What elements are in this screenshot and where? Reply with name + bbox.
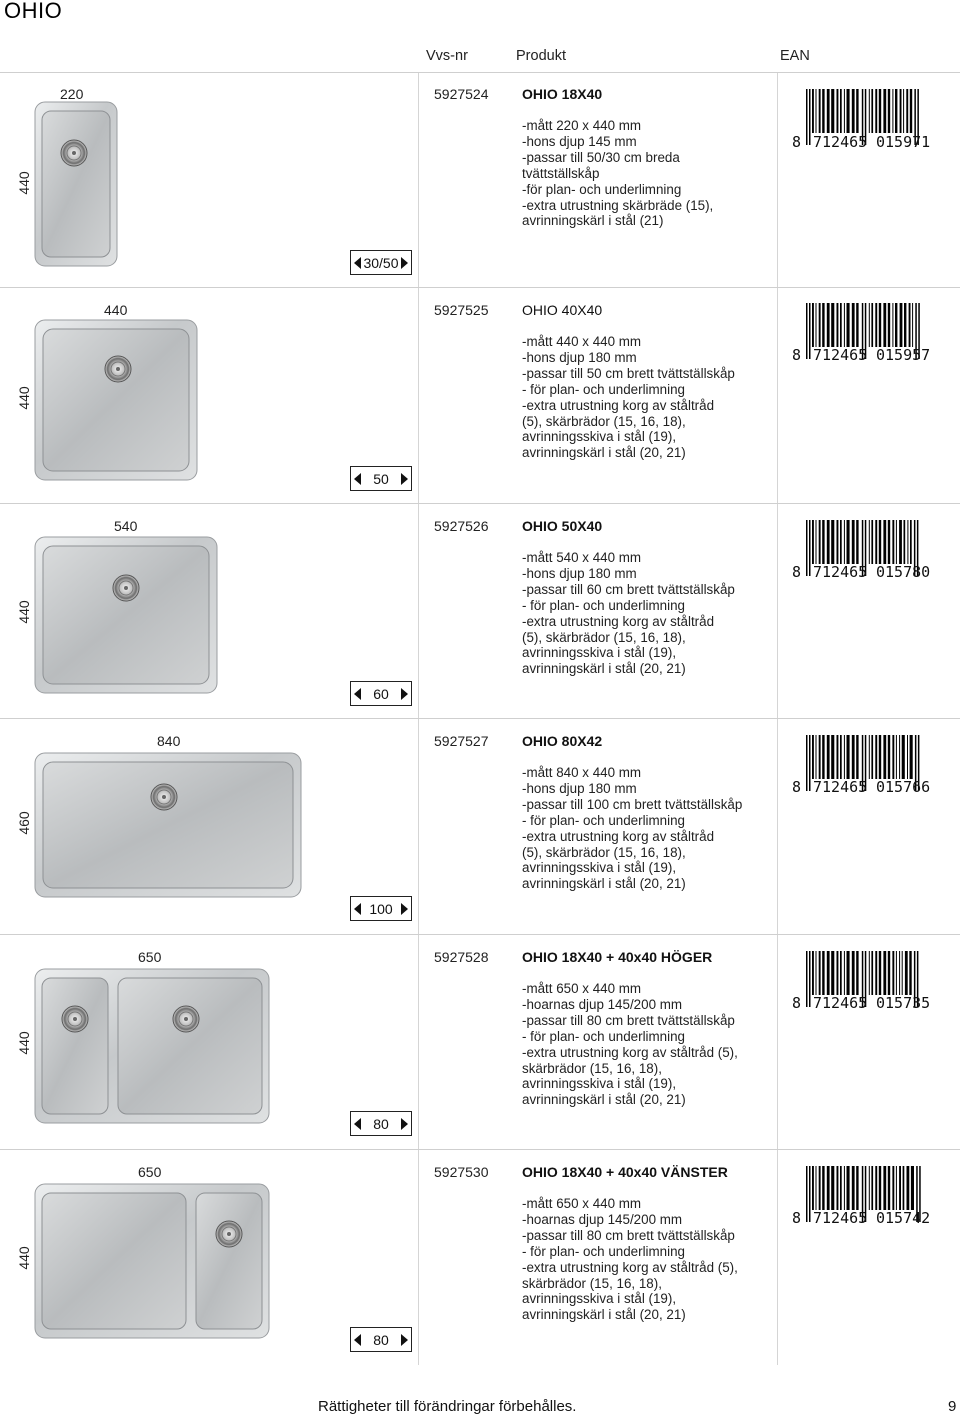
barcode-bar: [888, 89, 890, 133]
ean-left-group: 712465: [813, 1209, 868, 1227]
barcode-bar: [895, 303, 897, 347]
barcode-bar: [831, 735, 834, 779]
barcode-bar: [879, 303, 881, 347]
ean-right-group: 015971: [876, 133, 931, 151]
spec-line: -för plan- och underlimning: [522, 181, 682, 197]
sink-image: [34, 968, 270, 1124]
barcode-bar: [892, 735, 894, 779]
barcode-bar: [831, 89, 834, 133]
barcode-bar: [909, 951, 911, 995]
chevron-right-icon: [401, 688, 408, 700]
barcode-bar: [907, 1166, 910, 1210]
barcode-bar: [899, 1166, 901, 1210]
barcode-bar: [852, 735, 855, 779]
spec-line: -mått 220 x 440 mm: [522, 118, 642, 133]
spec-line: avrinningsskiva i stål (19),: [522, 1291, 677, 1307]
spec-line: -passar till 80 cm brett tvättställskåp: [522, 1012, 735, 1028]
barcode-bar: [896, 951, 897, 995]
chevron-right-icon: [401, 473, 408, 485]
barcode-bar: [812, 735, 814, 779]
product-row: [0, 934, 960, 1149]
barcode-bar: [819, 89, 821, 133]
vvs-number: 5927530: [434, 1164, 489, 1180]
width-label: 650: [138, 1164, 162, 1180]
ean-first-digit: 8: [792, 133, 802, 151]
barcode-bar: [892, 303, 893, 347]
barcode-guard-bar: [806, 951, 808, 1007]
spec-line: -extra utrustning korg av ståltråd: [522, 397, 715, 413]
chevron-left-icon: [354, 1334, 361, 1346]
cabinet-width-badge: [350, 1327, 412, 1352]
barcode-bar: [883, 303, 886, 347]
barcode-bar: [847, 951, 850, 995]
barcode-bar: [831, 520, 834, 564]
cabinet-width: 50: [373, 470, 389, 487]
product-row: [0, 718, 960, 934]
spec-line: skärbrädor (15, 16, 18),: [522, 1275, 662, 1291]
barcode-bar: [888, 1166, 890, 1210]
barcode-bar: [892, 89, 893, 133]
spec-line: -hoarnas djup 145/200 mm: [522, 996, 683, 1012]
spec-line: -hons djup 180 mm: [522, 565, 637, 581]
ean-right-group: 015742: [876, 1209, 931, 1227]
spec-line: avrinningskärl i stål (20, 21): [522, 1092, 686, 1108]
spec-line: -hons djup 145 mm: [522, 133, 637, 149]
barcode-bar: [847, 520, 850, 564]
spec-line: - för plan- och underlimning: [522, 597, 686, 613]
barcode-bar: [816, 303, 817, 347]
product-name: OHIO 18X40 + 40x40 VÄNSTER: [522, 1164, 728, 1180]
barcode-bar: [844, 1166, 845, 1210]
spec-line: avrinningskärl i stål (20, 21): [522, 876, 686, 892]
product-name: OHIO 50X40: [522, 518, 603, 534]
spec-line: skärbrädor (15, 16, 18),: [522, 1060, 662, 1076]
spec-line: - för plan- och underlimning: [522, 812, 686, 828]
barcode-bar: [844, 520, 845, 564]
barcode-bar: [869, 520, 870, 564]
barcode-bar: [819, 520, 821, 564]
barcode-bar: [816, 89, 817, 133]
barcode-bar: [907, 520, 908, 564]
barcode-bar: [871, 1166, 873, 1210]
barcode-guard-bar: [806, 520, 808, 576]
barcode-bar: [856, 303, 858, 347]
height-label: 440: [16, 171, 32, 195]
barcode-bar: [871, 951, 873, 995]
chevron-right-icon: [401, 1118, 408, 1130]
spec-line: tvättställskåp: [522, 165, 600, 181]
column-header-product: Produkt: [516, 48, 566, 64]
barcode-bar: [819, 951, 821, 995]
barcode-bar: [869, 951, 870, 995]
barcode-bar: [869, 735, 870, 779]
ean-right-group: 015780: [876, 563, 931, 581]
barcode-guard-bar: [809, 735, 811, 791]
vvs-number: 5927527: [434, 733, 489, 749]
sink-image: [34, 1183, 270, 1339]
spec-line: avrinningskärl i stål (20, 21): [522, 661, 686, 677]
barcode-bar: [837, 951, 839, 995]
chevron-right-icon: [401, 257, 408, 269]
sink-image: [34, 536, 218, 694]
barcode-bar: [812, 951, 814, 995]
barcode-bar: [812, 520, 814, 564]
sink-image: [34, 319, 198, 481]
barcode-guard-bar: [806, 735, 808, 791]
barcode-bar: [852, 303, 855, 347]
barcode-bar: [822, 89, 824, 133]
barcode-bar: [840, 303, 842, 347]
barcode-bar: [902, 951, 903, 995]
product-name: OHIO 18X40 + 40x40 HÖGER: [522, 949, 713, 965]
barcode-bar: [883, 951, 886, 995]
barcode-bar: [869, 89, 870, 133]
chevron-left-icon: [354, 473, 361, 485]
barcode-bar: [852, 1166, 855, 1210]
cabinet-width: 100: [369, 900, 393, 917]
barcode-bar: [903, 1166, 905, 1210]
barcode-bar: [847, 1166, 850, 1210]
barcode-bar: [888, 735, 890, 779]
spec-line: avrinningskärl i stål (20, 21): [522, 1307, 686, 1323]
chevron-right-icon: [401, 1334, 408, 1346]
chevron-right-icon: [401, 903, 408, 915]
column-header-ean: EAN: [780, 48, 810, 64]
barcode-bar: [903, 89, 904, 133]
barcode-bar: [816, 951, 817, 995]
width-label: 220: [60, 86, 84, 102]
spec-list: [522, 765, 742, 892]
height-label: 440: [16, 600, 32, 624]
barcode-bar: [888, 951, 890, 995]
spec-list: [522, 550, 735, 677]
chevron-left-icon: [354, 903, 361, 915]
product-row: [0, 287, 960, 503]
barcode-bar: [907, 735, 908, 779]
barcode-bar: [910, 520, 912, 564]
spec-line: (5), skärbrädor (15, 16, 18),: [522, 844, 686, 860]
barcode-bar: [840, 951, 842, 995]
barcode-bar: [869, 303, 870, 347]
barcode-bar: [896, 735, 897, 779]
barcode-bar: [900, 89, 902, 133]
spec-line: -hons djup 180 mm: [522, 349, 637, 365]
spec-line: -hons djup 180 mm: [522, 780, 637, 796]
barcode-bar: [844, 951, 845, 995]
ean-right-group: 015766: [876, 778, 931, 796]
barcode-guard-bar: [806, 89, 808, 145]
barcode-bar: [816, 520, 817, 564]
barcode-bar: [892, 951, 894, 995]
ean-left-group: 712465: [813, 994, 868, 1012]
barcode-bar: [888, 303, 890, 347]
barcode-bar: [831, 1166, 834, 1210]
barcode-bar: [827, 735, 830, 779]
spec-line: -extra utrustning korg av ståltråd (5),: [522, 1259, 738, 1275]
barcode-bar: [827, 520, 830, 564]
barcode-bar: [883, 1166, 886, 1210]
ean-left-group: 712465: [813, 778, 868, 796]
barcode-bar: [844, 735, 845, 779]
barcode-bar: [888, 520, 890, 564]
barcode-bar: [856, 735, 858, 779]
vvs-number: 5927525: [434, 302, 489, 318]
barcode-guard-bar: [809, 520, 811, 576]
ean-left-group: 712465: [813, 563, 868, 581]
spec-line: -mått 650 x 440 mm: [522, 1196, 642, 1211]
spec-line: -extra utrustning korg av ståltråd (5),: [522, 1044, 738, 1060]
ean-first-digit: 8: [792, 346, 802, 364]
barcode-bar: [911, 1166, 914, 1210]
cabinet-width-badge: [350, 1111, 412, 1136]
barcode-bar: [827, 951, 830, 995]
barcode-bar: [840, 89, 842, 133]
barcode-bar: [871, 303, 873, 347]
ean-left-group: 712465: [813, 133, 868, 151]
barcode-bar: [837, 89, 839, 133]
barcode-bar: [883, 735, 886, 779]
barcode-bar: [871, 735, 873, 779]
page-number: 9: [948, 1398, 957, 1415]
product-name: OHIO 40X40: [522, 302, 603, 318]
sink-image: [34, 752, 302, 898]
spec-line: -mått 540 x 440 mm: [522, 550, 642, 565]
barcode-bar: [837, 735, 839, 779]
spec-line: avrinningsskiva i stål (19),: [522, 860, 677, 876]
barcode-bar: [840, 520, 842, 564]
barcode-bar: [837, 303, 839, 347]
barcode-bar: [909, 303, 911, 347]
ean-right-group: 015735: [876, 994, 931, 1012]
width-label: 840: [157, 733, 181, 749]
barcode-bar: [902, 735, 905, 779]
spec-line: avrinningskärl i stål (21): [522, 213, 664, 229]
cabinet-width-badge: [350, 250, 412, 275]
barcode-bar: [883, 89, 886, 133]
barcode-guard-bar: [809, 951, 811, 1007]
barcode-bar: [822, 303, 824, 347]
spec-line: -passar till 60 cm brett tvättställskåp: [522, 581, 735, 597]
barcode-guard-bar: [809, 303, 811, 359]
barcode-bar: [852, 951, 855, 995]
barcode-bar: [883, 520, 886, 564]
product-row: [0, 72, 960, 287]
barcode-bar: [875, 735, 877, 779]
cabinet-width: 60: [373, 685, 389, 702]
chevron-left-icon: [354, 1118, 361, 1130]
spec-list: [522, 334, 735, 461]
barcode-bar: [819, 1166, 821, 1210]
barcode-bar: [900, 303, 903, 347]
product-name: OHIO 18X40: [522, 86, 603, 102]
spec-list: [522, 118, 713, 229]
ean-first-digit: 8: [792, 1209, 802, 1227]
height-label: 440: [16, 1246, 32, 1270]
barcode-bar: [904, 520, 906, 564]
barcode-bar: [831, 303, 834, 347]
barcode-bar: [856, 951, 858, 995]
spec-line: (5), skärbrädor (15, 16, 18),: [522, 629, 686, 645]
sink-image: [34, 101, 118, 267]
spec-line: (5), skärbrädor (15, 16, 18),: [522, 413, 686, 429]
cabinet-width-badge: [350, 466, 412, 491]
barcode-bar: [827, 1166, 830, 1210]
barcode-bar: [869, 1166, 870, 1210]
barcode-guard-bar: [806, 1166, 808, 1222]
barcode-bar: [899, 520, 902, 564]
width-label: 540: [114, 518, 138, 534]
barcode-bar: [822, 735, 824, 779]
barcode-bar: [812, 89, 814, 133]
barcode-bar: [840, 735, 842, 779]
barcode-bar: [844, 89, 845, 133]
barcode-bar: [904, 303, 906, 347]
barcode-bar: [899, 951, 900, 995]
footer-disclaimer: Rättigheter till förändringar förbehålles.: [318, 1398, 577, 1415]
barcode-bar: [847, 735, 850, 779]
barcode-bar: [879, 1166, 881, 1210]
height-label: 440: [16, 386, 32, 410]
barcode-guard-bar: [806, 303, 808, 359]
vvs-number: 5927526: [434, 518, 489, 534]
barcode-bar: [844, 303, 845, 347]
barcode-bar: [896, 1166, 897, 1210]
barcode-guard-bar: [809, 1166, 811, 1222]
spec-line: -extra utrustning korg av ståltråd: [522, 828, 715, 844]
spec-line: -passar till 50/30 cm breda: [522, 149, 680, 165]
barcode-bar: [831, 951, 834, 995]
barcode-guard-bar: [809, 89, 811, 145]
spec-line: - för plan- och underlimning: [522, 381, 686, 397]
spec-line: avrinningsskiva i stål (19),: [522, 429, 677, 445]
spec-list: [522, 981, 738, 1108]
barcode-bar: [819, 303, 821, 347]
barcode-bar: [856, 1166, 858, 1210]
spec-list: [522, 1196, 738, 1323]
barcode-bar: [852, 520, 855, 564]
barcode-bar: [816, 1166, 817, 1210]
column-header-vvs: Vvs-nr: [426, 48, 468, 64]
page-title: OHIO: [4, 0, 63, 23]
barcode-bar: [910, 89, 912, 133]
ean-first-digit: 8: [792, 563, 802, 581]
barcode-bar: [875, 951, 877, 995]
barcode-bar: [871, 520, 873, 564]
height-label: 460: [16, 811, 32, 835]
width-label: 440: [104, 302, 128, 318]
barcode-bar: [812, 1166, 814, 1210]
barcode-bar: [871, 89, 873, 133]
barcode-bar: [905, 951, 908, 995]
cabinet-width: 80: [373, 1331, 389, 1348]
spec-line: -mått 840 x 440 mm: [522, 765, 642, 780]
barcode-bar: [892, 520, 894, 564]
barcode-bar: [827, 303, 830, 347]
barcode-bar: [910, 735, 913, 779]
barcode-bar: [895, 89, 897, 133]
ean-right-group: 015957: [876, 346, 931, 364]
ean-first-digit: 8: [792, 994, 802, 1012]
spec-line: avrinningsskiva i stål (19),: [522, 645, 677, 661]
barcode-bar: [856, 89, 858, 133]
spec-line: - för plan- och underlimning: [522, 1028, 686, 1044]
spec-line: -passar till 100 cm brett tvättställskåp: [522, 796, 743, 812]
ean-left-group: 712465: [813, 346, 868, 364]
barcode-bar: [812, 303, 814, 347]
spec-line: -mått 650 x 440 mm: [522, 981, 642, 996]
barcode-bar: [899, 735, 900, 779]
barcode-bar: [892, 1166, 894, 1210]
spec-line: -passar till 50 cm brett tvättställskåp: [522, 365, 735, 381]
barcode-bar: [879, 89, 881, 133]
spec-line: - för plan- och underlimning: [522, 1243, 686, 1259]
product-row: [0, 1149, 960, 1365]
chevron-left-icon: [354, 688, 361, 700]
barcode-bar: [816, 735, 817, 779]
barcode-bar: [837, 1166, 839, 1210]
barcode-bar: [906, 89, 908, 133]
cabinet-width-badge: [350, 681, 412, 706]
barcode-bar: [827, 89, 830, 133]
barcode-bar: [822, 951, 824, 995]
chevron-left-icon: [354, 257, 361, 269]
cabinet-width-badge: [350, 896, 412, 921]
barcode-bar: [896, 520, 897, 564]
barcode-bar: [879, 951, 881, 995]
spec-line: -extra utrustning korg av ståltråd: [522, 613, 715, 629]
barcode-bar: [847, 89, 850, 133]
cabinet-width: 30/50: [363, 254, 399, 271]
barcode-bar: [875, 1166, 877, 1210]
spec-line: -passar till 80 cm brett tvättställskåp: [522, 1227, 735, 1243]
barcode-bar: [837, 520, 839, 564]
spec-line: avrinningsskiva i stål (19),: [522, 1076, 677, 1092]
height-label: 440: [16, 1031, 32, 1055]
ean-first-digit: 8: [792, 778, 802, 796]
spec-line: -extra utrustning skärbräde (15),: [522, 197, 714, 213]
barcode-bar: [840, 1166, 842, 1210]
vvs-number: 5927528: [434, 949, 489, 965]
width-label: 650: [138, 949, 162, 965]
barcode-bar: [856, 520, 858, 564]
barcode-bar: [852, 89, 855, 133]
barcode-bar: [879, 735, 881, 779]
barcode-bar: [875, 303, 877, 347]
product-name: OHIO 80X42: [522, 733, 603, 749]
cabinet-width: 80: [373, 1115, 389, 1132]
spec-line: -mått 440 x 440 mm: [522, 334, 642, 349]
vvs-number: 5927524: [434, 86, 489, 102]
spec-line: avrinningskärl i stål (20, 21): [522, 445, 686, 461]
barcode-bar: [912, 303, 913, 347]
barcode-bar: [847, 303, 850, 347]
barcode-bar: [875, 89, 877, 133]
spec-line: -hoarnas djup 145/200 mm: [522, 1211, 683, 1227]
barcode-bar: [819, 735, 821, 779]
barcode-bar: [822, 1166, 824, 1210]
barcode-bar: [879, 520, 881, 564]
barcode-bar: [822, 520, 824, 564]
barcode-bar: [875, 520, 877, 564]
product-row: [0, 503, 960, 718]
